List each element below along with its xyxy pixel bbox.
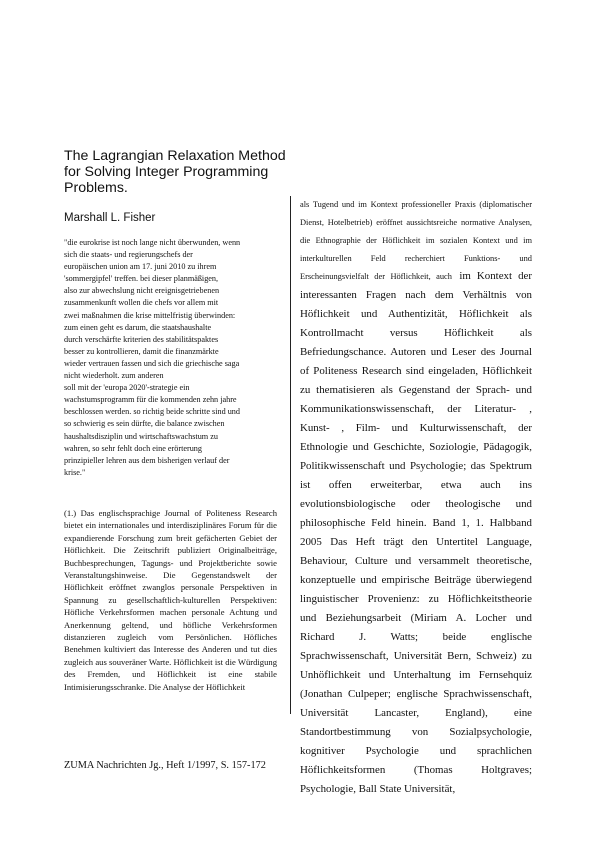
quote-line: sich die staats- und regierungschefs der: [64, 250, 193, 260]
quote-line: 'sommergipfel' treffen. bei dieser planmäßigen,: [64, 274, 219, 284]
quote-line: europäischen union am 17. juni 2010 zu ihrem: [64, 262, 217, 272]
quote-line: krise.": [64, 467, 86, 477]
quote-line: zum einen geht es darum, die staatshaushalte: [64, 322, 212, 332]
quote-line: nicht wiederholt. zum anderen: [64, 371, 164, 381]
quote-line: besser zu kontrollieren, damit die finanzmärkte: [64, 346, 219, 356]
quote-line: soll mit der 'europa 2020'-strategie ein: [64, 383, 190, 393]
quote-line: zusammenkunft wollen die chefs vor allem mit: [64, 298, 219, 308]
quote-line: also zur abwechslung nicht ereignisgetriebenen: [64, 286, 220, 296]
quote-line: so schwierig es sein dürfte, die balance zwischen: [64, 419, 225, 429]
quote-line: zwei maßnahmen die krise mittelfristig überwinden:: [64, 310, 236, 320]
quote-line: prinzipieller lehren aus dem bisherigen verlauf der: [64, 455, 230, 465]
quote-line: "die eurokrise ist noch lange nicht überwunden, wenn: [64, 238, 241, 247]
quote-block: [64, 237, 294, 479]
quote-line: wachstumsprogramm für die kommenden zehn jahre: [64, 395, 237, 405]
citation-footer: ZUMA Nachrichten Jg., Heft 1/1997, S. 157-172: [64, 760, 266, 771]
column-divider: [290, 196, 291, 714]
quote-line: wieder vertrauen fassen und sich die griechische saga: [64, 358, 240, 368]
paper-title: The Lagrangian Relaxation Method for Solving Integer Programming Problems.: [64, 148, 286, 196]
author-name: Marshall L. Fisher: [64, 212, 156, 224]
right-column-large-text: im Kontext der interessanten Fragen nach dem Verhältnis von Höflichkeit und Authentizität, Höflichkeit als Kontrollmacht versus Höflichkeit als Befriedungschance. Autoren und Leser des Journal of Politeness Research sind eingeladen, Höflichkeit zu thematisieren als Gegenstand der Sprach- und Kommunikationswissenschaft, der Literatur- , Kunst- , Film- und Kulturwissenschaft, der Ethnologie und Geschichte, Soziologie, Pädagogik, Politikwissenschaft und Psychologie; das Spektrum ist offen erweiterbar, etwa auch ins evolutionsbiologische oder theologische und philosophische Feld hinein. Band 1, 1. Halbband 2005 Das Heft trägt den Untertitel Language, Behaviour, Culture und versammelt theoretische, konzeptuelle und empirische Beiträge überwiegend linguistischer Provenienz: zu Höflichkeitstheorie und Beziehungsarbeit (Miriam A. Locher und Richard J. Watts; beide englische Sprachwissenschaft, Universität Bern, Schweiz) zu Unhöflichkeit und Unterhaltung im Fernsehquiz (Jonathan Culpeper; englische Sprachwissenschaft, Universität Lancaster, England), eine Standortbestimmung von Sozialpsychologie, kognitiver Psychologie und sprachlichen Höflichkeitsformen (Thomas Holtgraves; Psychologie, Ball State Universität,: [300, 270, 533, 795]
quote-line: wahren, so sehr fehlt doch eine erörterung: [64, 443, 202, 453]
left-column-paragraph: (1.) Das englischsprachige Journal of Politeness Research bietet ein internationales und interdisziplinäres Forum für die expandierende Forschung zum breit gefächerten Gebiet der Höflichkeit. Die Zeitschrift publiziert Originalbeiträge, Buchbesprechungen, Tagungs- und Projektberichte sowie Veranstaltungshinweise. Die Gegenstandswelt der Höflichkeit eröffnet zwanglos personale Perspektiven in Spannung zu gesellschaftlich-kulturellen Perspektiven: Höfliche Verkehrsformen machen personale Achtung und Anerkennung geltend, und höfliche Verkehrsformen distanzieren zugleich vom Persönlichen. Höfliches Benehmen kultiviert das Interesse des Anderen und tut dies zugleich aus souveräner Warte. Höflichkeit ist die Würdigung des Fremden, und Höflichkeit ist eine stabile Intimisierungsschranke. Die Analyse der Höflichkeit: [64, 508, 277, 692]
quote-line: haushaltsdisziplin und wirtschaftswachstum zu: [64, 431, 218, 441]
quote-line: durch verschärfte kriterien des stabilitätspaktes: [64, 334, 219, 344]
quote-line: beschlossen werden. so richtig beide schritte sind und: [64, 407, 240, 417]
right-column-small-text: als Tugend und im Kontext professioneller Praxis (diplomatischer Dienst, Hotelbetrieb) eröffnet aussichtsreiche normative Analysen, die Ethnographie der Höflichkeit im sozialen Kontext und im interkulturellen Feld recherchiert Funktions- und Erscheinungsvielfalt der Höflichkeit, auch: [300, 200, 532, 281]
right-column-paragraph: [300, 194, 532, 798]
